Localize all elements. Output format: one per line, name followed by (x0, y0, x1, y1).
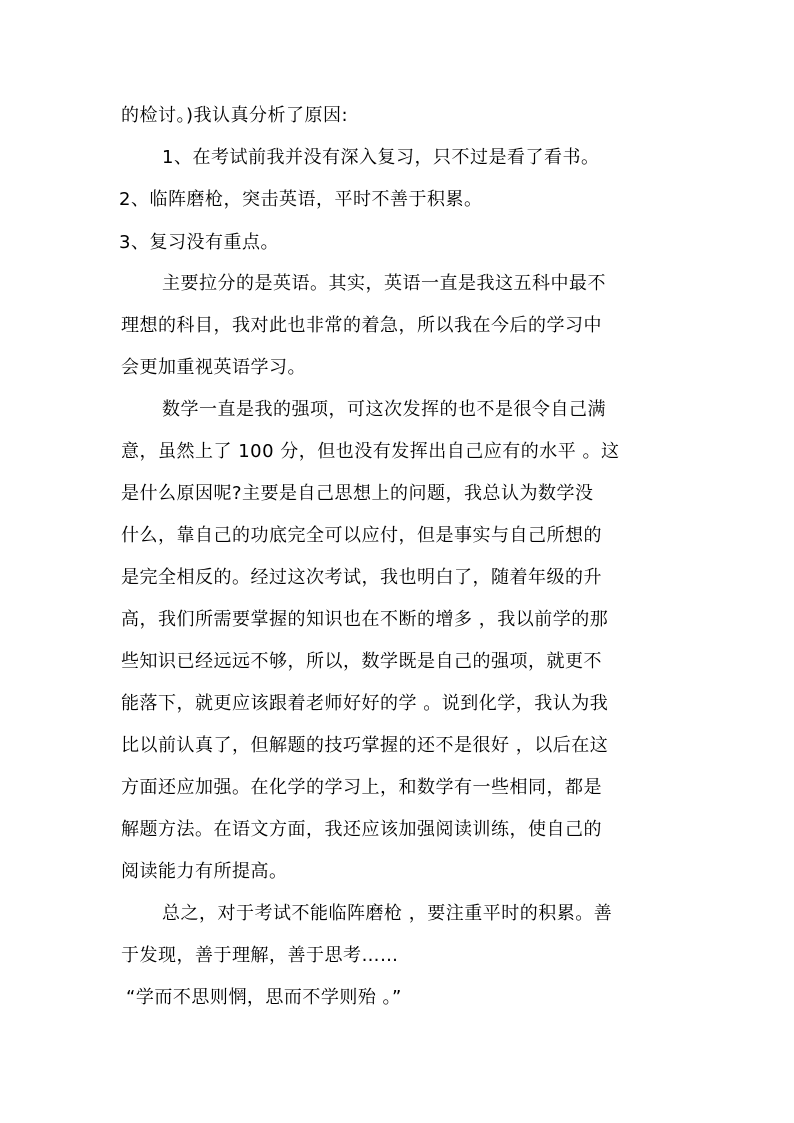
paragraph-english-line: 理想的科目，我对此也非常的着急，所以我在今后的学习中 (121, 315, 602, 336)
paragraph-math-line: 意，虽然上了 100 分，但也没有发挥出自己应有的水平 。这 (121, 441, 620, 462)
list-item-2: 2、临阵磨枪，突击英语，平时不善于积累。 (119, 189, 483, 210)
quote-line: “学而不思则惘，思而不学则殆 。” (126, 987, 402, 1008)
paragraph-math-line: 阅读能力有所提高。 (121, 861, 288, 882)
list-item-3: 3、复习没有重点。 (119, 232, 279, 253)
list-item-1: 1、在考试前我并没有深入复习，只不过是看了看书。 (162, 147, 600, 168)
paragraph-summary-line: 总之，对于考试不能临阵磨枪 ，要注重平时的积累。善 (162, 903, 613, 924)
paragraph-math-line: 是完全相反的。经过这次考试，我也明白了，随着年级的升 (121, 567, 602, 588)
paragraph-math-line: 是什么原因呢?主要是自己思想上的问题，我总认为数学没 (121, 483, 594, 504)
paragraph-math-line: 高，我们所需要掌握的知识也在不断的增多 ，我以前学的那 (121, 609, 609, 630)
text-line: 的检讨。)我认真分析了原因: (121, 105, 349, 126)
paragraph-english-line: 会更加重视英语学习。 (121, 357, 306, 378)
paragraph-math-line: 些知识已经远远不够，所以，数学既是自己的强项，就更不 (121, 651, 602, 672)
paragraph-math-line: 解题方法。在语文方面，我还应该加强阅读训练，使自己的 (121, 819, 602, 840)
paragraph-english-line: 主要拉分的是英语。其实，英语一直是我这五科中最不 (162, 273, 606, 294)
paragraph-math-line: 比以前认真了，但解题的技巧掌握的还不是很好 ，以后在这 (121, 735, 609, 756)
paragraph-math-line: 方面还应加强。在化学的学习上，和数学有一些相同，都是 (121, 777, 602, 798)
paragraph-math-line: 什么，靠自己的功底完全可以应付，但是事实与自己所想的 (121, 525, 602, 546)
paragraph-summary-line: 于发现，善于理解，善于思考…… (121, 945, 399, 966)
paragraph-math-line: 数学一直是我的强项，可这次发挥的也不是很令自己满 (162, 399, 606, 420)
paragraph-math-line: 能落下，就更应该跟着老师好好的学 。说到化学，我认为我 (121, 693, 609, 714)
